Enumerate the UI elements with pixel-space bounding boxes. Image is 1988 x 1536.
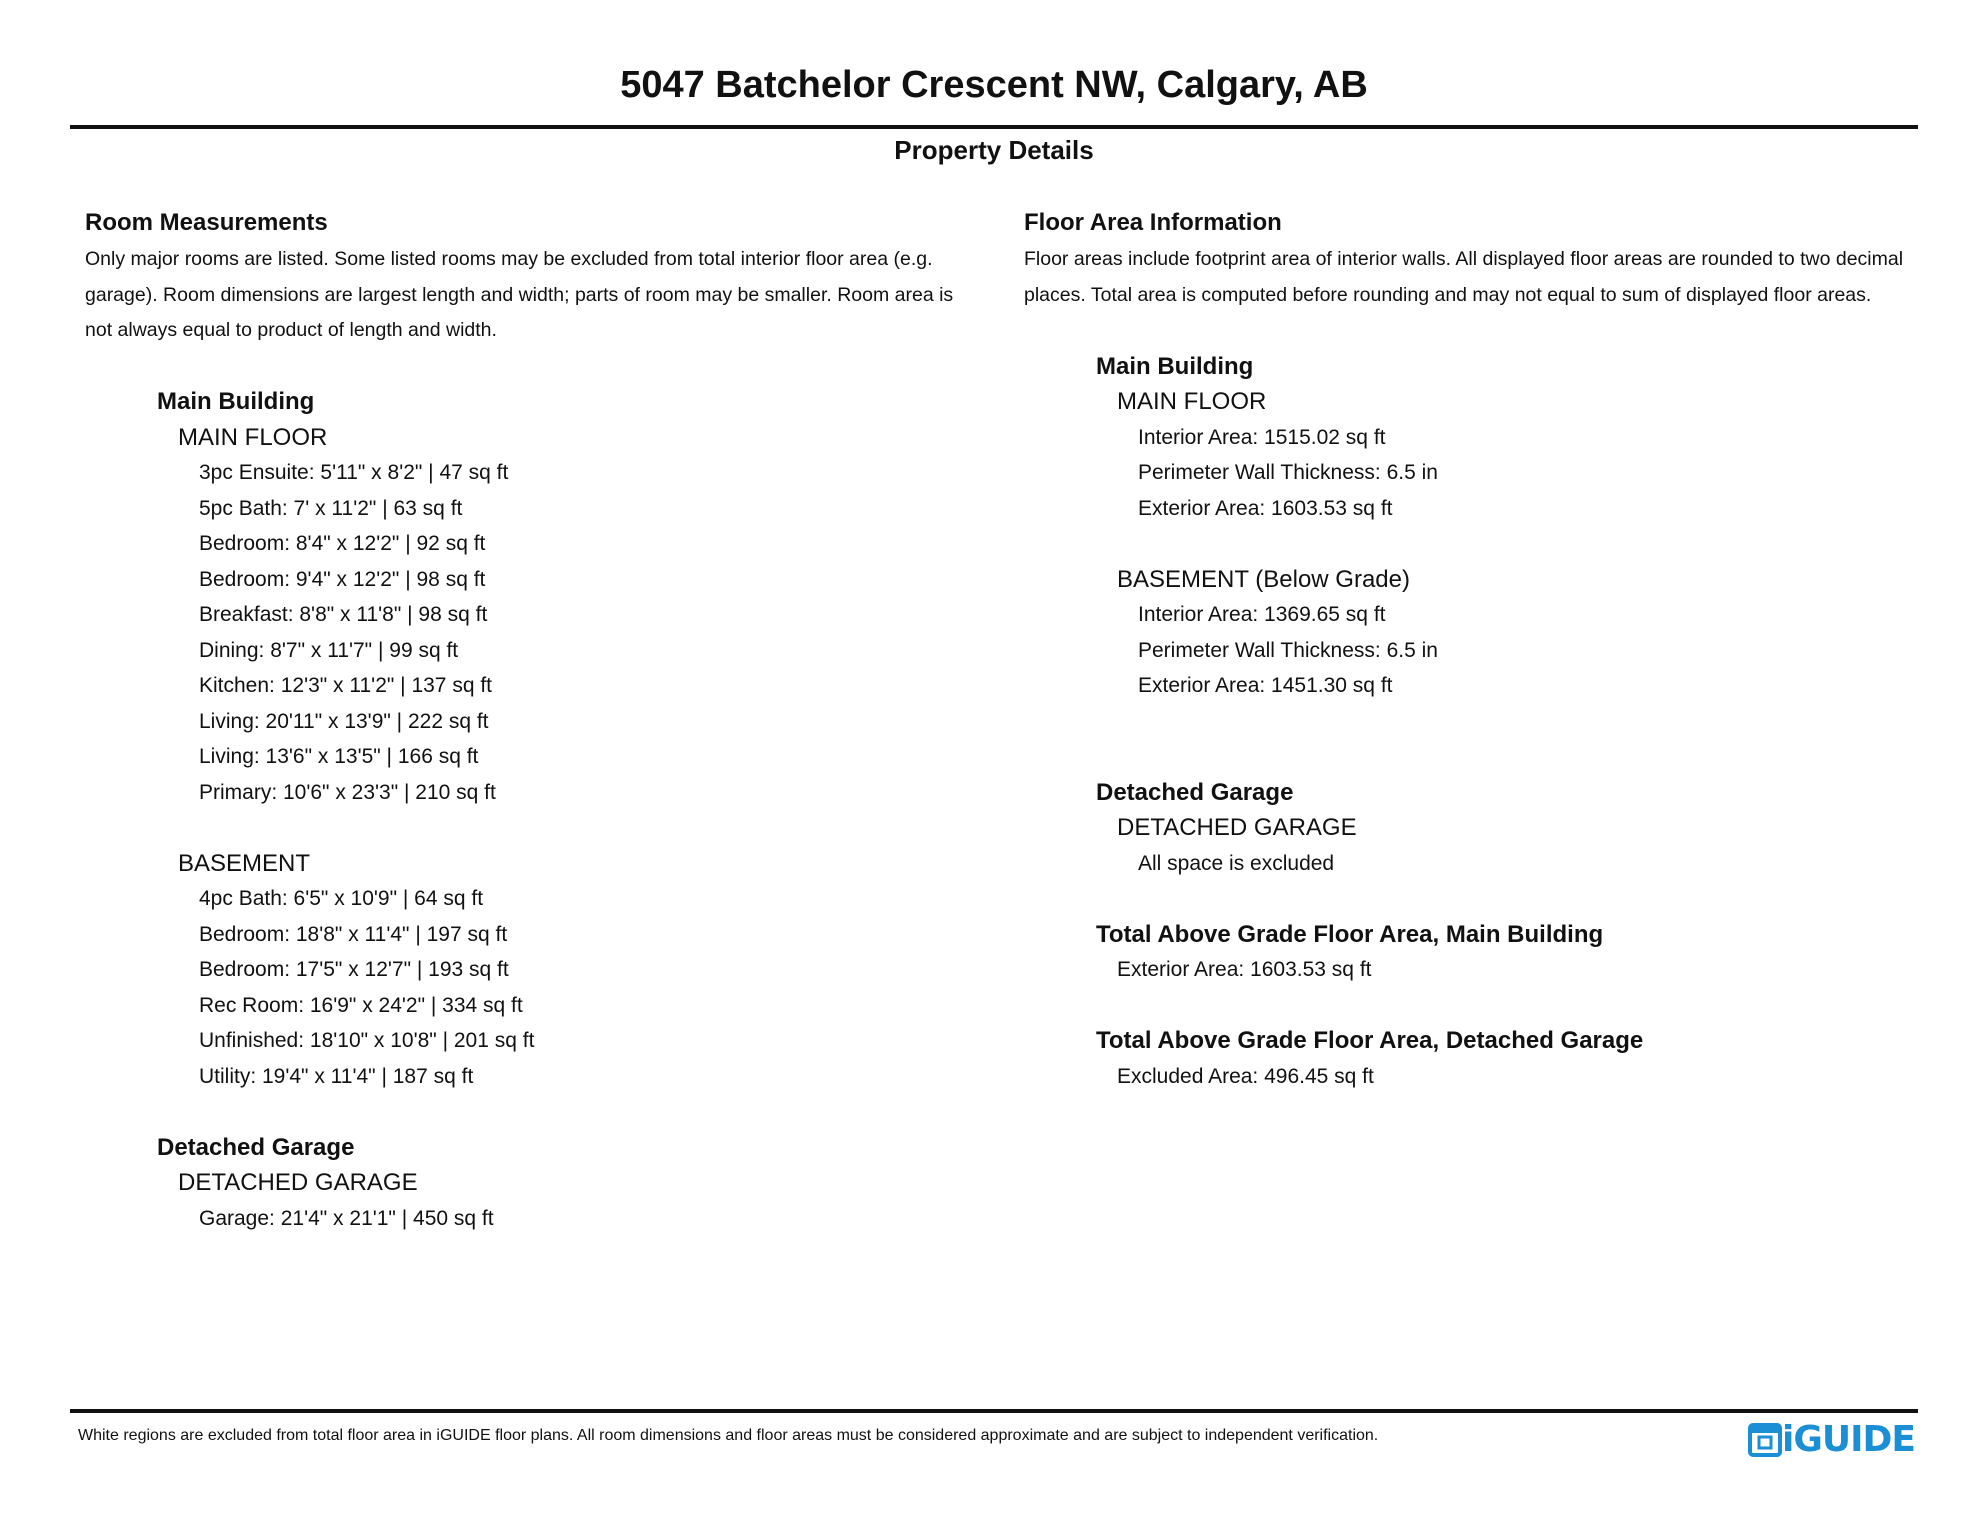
room-item: Bedroom: 18'8" x 11'4" | 197 sq ft	[199, 922, 508, 946]
room-item: Living: 20'11" x 13'9" | 222 sq ft	[199, 709, 489, 733]
area-item: Interior Area: 1369.65 sq ft	[1138, 603, 1386, 626]
room-item: Dining: 8'7" x 11'7" | 99 sq ft	[199, 638, 459, 662]
room-item: Breakfast: 8'8" x 11'8" | 98 sq ft	[199, 603, 488, 626]
room-measurements-note: Only major rooms are listed. Some listed rooms may be excluded from total interior floor area (e.g. garage). Room dimensions are largest length and width; parts of room may be smaller. Room area is not always equal to product of length and width.	[85, 248, 954, 341]
floor-area-column	[1024, 208, 1934, 1094]
iguide-logo	[1748, 1420, 1915, 1460]
page-title: 5047 Batchelor Crescent NW, Calgary, AB	[620, 64, 1368, 106]
basement-label: BASEMENT (Below Grade)	[1117, 565, 1410, 593]
area-item: Exterior Area: 1451.30 sq ft	[1138, 674, 1393, 697]
main-floor-label: MAIN FLOOR	[178, 423, 328, 451]
detached-garage-heading: Detached Garage	[157, 1133, 355, 1161]
total-main-building-value: Exterior Area: 1603.53 sq ft	[1117, 958, 1372, 981]
area-item: Perimeter Wall Thickness: 6.5 in	[1138, 461, 1438, 484]
floor-area-heading: Floor Area Information	[1024, 209, 1282, 236]
footer-disclaimer: White regions are excluded from total floor area in iGUIDE floor plans. All room dimensions and floor areas must be considered approximate and are subject to independent verification.	[78, 1427, 1379, 1444]
room-item: Kitchen: 12'3" x 11'2" | 137 sq ft	[199, 674, 493, 697]
room-item: Living: 13'6" x 13'5" | 166 sq ft	[199, 745, 479, 768]
room-item: 4pc Bath: 6'5" x 10'9" | 64 sq ft	[199, 887, 484, 910]
iguide-logo-icon	[1748, 1423, 1782, 1457]
total-detached-garage-value: Excluded Area: 496.45 sq ft	[1117, 1064, 1374, 1088]
area-item: Exterior Area: 1603.53 sq ft	[1138, 496, 1393, 520]
room-item: Unfinished: 18'10" x 10'8" | 201 sq ft	[199, 1029, 535, 1052]
area-item: All space is excluded	[1138, 851, 1335, 875]
room-item: Rec Room: 16'9" x 24'2" | 334 sq ft	[199, 993, 523, 1017]
floor-area-note: Floor areas include footprint area of interior walls. All displayed floor areas are rounded to two decimal places. Total area is computed before rounding and may not equal to sum of displayed floor areas.	[1024, 248, 1904, 306]
detached-garage-floor-label: DETACHED GARAGE	[178, 1169, 418, 1196]
room-item: Bedroom: 9'4" x 12'2" | 98 sq ft	[199, 567, 486, 591]
room-measurements-column	[85, 208, 985, 1236]
room-item: Utility: 19'4" x 11'4" | 187 sq ft	[199, 1064, 474, 1088]
header-divider	[70, 125, 1918, 129]
area-item: Interior Area: 1515.02 sq ft	[1138, 425, 1386, 449]
room-item: Bedroom: 17'5" x 12'7" | 193 sq ft	[199, 958, 509, 981]
main-building-heading: Main Building	[1096, 352, 1254, 380]
basement-label: BASEMENT	[178, 849, 311, 877]
footer-divider	[70, 1409, 1918, 1413]
room-item: Bedroom: 8'4" x 12'2" | 92 sq ft	[199, 532, 486, 555]
room-item: Garage: 21'4" x 21'1" | 450 sq ft	[199, 1206, 494, 1230]
room-item: Primary: 10'6" x 23'3" | 210 sq ft	[199, 780, 496, 804]
total-detached-garage-heading: Total Above Grade Floor Area, Detached Garage	[1096, 1027, 1644, 1054]
main-building-heading: Main Building	[157, 388, 315, 415]
detached-garage-heading: Detached Garage	[1096, 778, 1294, 806]
main-floor-label: MAIN FLOOR	[1117, 388, 1267, 415]
room-item: 5pc Bath: 7' x 11'2" | 63 sq ft	[199, 496, 463, 520]
area-item: Perimeter Wall Thickness: 6.5 in	[1138, 638, 1438, 662]
room-item: 3pc Ensuite: 5'11" x 8'2" | 47 sq ft	[199, 461, 509, 484]
room-measurements-heading: Room Measurements	[85, 209, 328, 236]
total-main-building-heading: Total Above Grade Floor Area, Main Building	[1096, 920, 1604, 948]
iguide-logo-text: iGUIDE	[1782, 1419, 1915, 1460]
page-subtitle: Property Details	[894, 135, 1094, 165]
detached-garage-floor-label: DETACHED GARAGE	[1117, 814, 1357, 841]
